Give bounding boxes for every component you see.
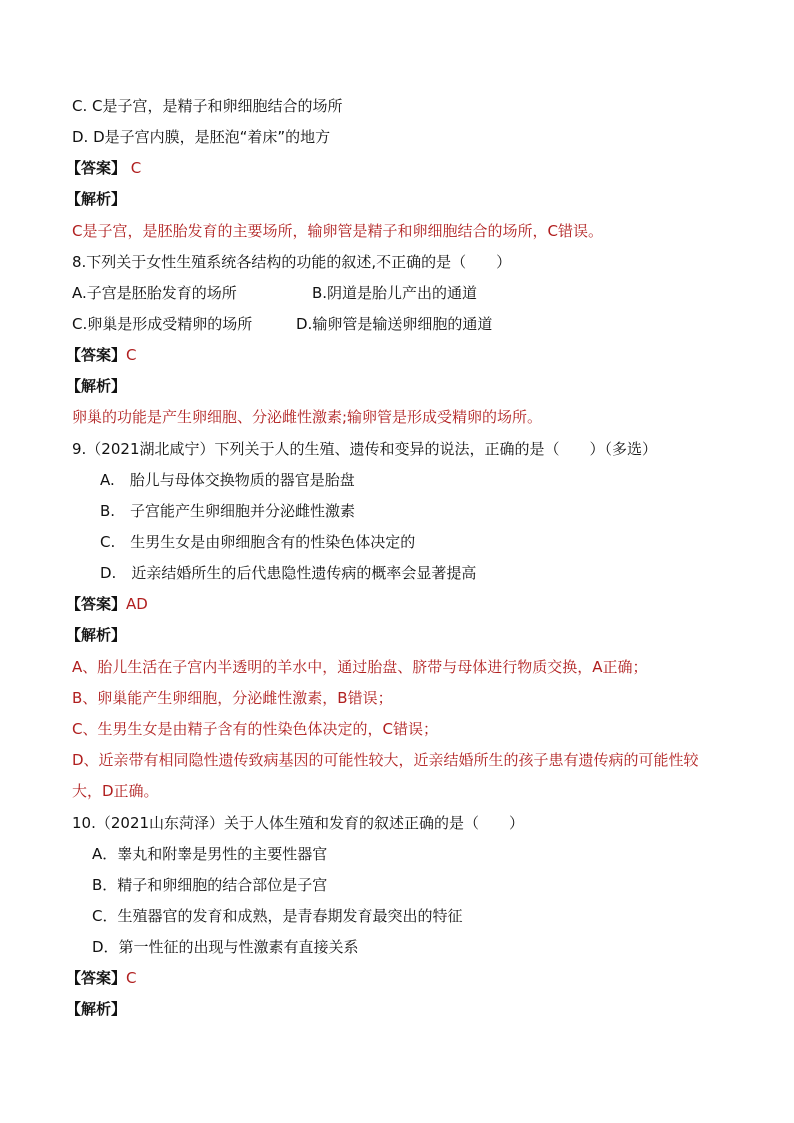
q10-option-d: D．第一性征的出现与性激素有直接关系	[92, 938, 359, 956]
q10-answer	[66, 968, 137, 988]
q8-option-a: A.子宫是胚胎发育的场所	[72, 284, 237, 302]
q8-analysis-label: 【解析】	[66, 377, 127, 395]
q7-analysis-text: C是子宫，是胚胎发育的主要场所，输卵管是精子和卵细胞结合的场所，C错误。	[72, 222, 603, 240]
q9-analysis-c: C、生男生女是由精子含有的性染色体决定的，C错误；	[72, 720, 438, 738]
answer-label: 【答案】	[66, 595, 127, 613]
q9-option-b: B. 子宫能产生卵细胞并分泌雌性激素	[100, 502, 356, 520]
answer-value: C	[126, 346, 137, 364]
q8-analysis-text: 卵巢的功能是产生卵细胞、分泌雌性激素;输卵管是形成受精卵的场所。	[72, 408, 543, 426]
answer-label: 【答案】	[66, 159, 127, 177]
q10-option-c: C．生殖器官的发育和成熟，是青春期发育最突出的特征	[92, 907, 463, 925]
q9-analysis-b: B、卵巢能产生卵细胞，分泌雌性激素，B错误；	[72, 689, 393, 707]
q10-option-a: A．睾丸和附睾是男性的主要性器官	[92, 845, 328, 863]
q7-option-c: C. C是子宫，是精子和卵细胞结合的场所	[72, 97, 343, 115]
answer-value: AD	[126, 595, 148, 613]
q7-analysis-label: 【解析】	[66, 190, 127, 208]
q8-answer	[66, 345, 137, 365]
q8-option-c: C.卵巢是形成受精卵的场所	[72, 315, 253, 333]
q10-analysis-label: 【解析】	[66, 1000, 127, 1018]
q9-stem: 9.（2021湖北咸宁）下列关于人的生殖、遗传和变异的说法，正确的是（ ）（多选）	[72, 440, 657, 458]
q8-stem: 8.下列关于女性生殖系统各结构的功能的叙述,不正确的是（ ）	[72, 253, 512, 271]
answer-label: 【答案】	[66, 969, 127, 987]
q9-answer	[66, 594, 148, 614]
q9-option-a: A. 胎儿与母体交换物质的器官是胎盘	[100, 471, 355, 489]
q9-analysis-label: 【解析】	[66, 626, 127, 644]
answer-value: C	[126, 159, 142, 177]
q7-answer	[66, 158, 141, 178]
q9-option-c: C. 生男生女是由卵细胞含有的性染色体决定的	[100, 533, 416, 551]
q9-analysis-d: D、近亲带有相同隐性遗传致病基因的可能性较大，近亲结婚所生的孩子患有遗传病的可能性较大，D正确。	[72, 751, 699, 800]
q7-option-d: D. D是子宫内膜，是胚泡“着床”的地方	[72, 128, 331, 146]
q8-option-b: B.阴道是胎儿产出的通道	[312, 284, 478, 302]
answer-label: 【答案】	[66, 346, 127, 364]
q9-option-d: D. 近亲结婚所生的后代患隐性遗传病的概率会显著提高	[100, 564, 477, 582]
q10-stem: 10.（2021山东菏泽）关于人体生殖和发育的叙述正确的是（ ）	[72, 814, 525, 832]
q8-option-d: D.输卵管是输送卵细胞的通道	[296, 315, 493, 333]
q9-analysis-a: A、胎儿生活在子宫内半透明的羊水中，通过胎盘、脐带与母体进行物质交换，A正确；	[72, 658, 648, 676]
q10-option-b: B．精子和卵细胞的结合部位是子宫	[92, 876, 328, 894]
answer-value: C	[126, 969, 137, 987]
